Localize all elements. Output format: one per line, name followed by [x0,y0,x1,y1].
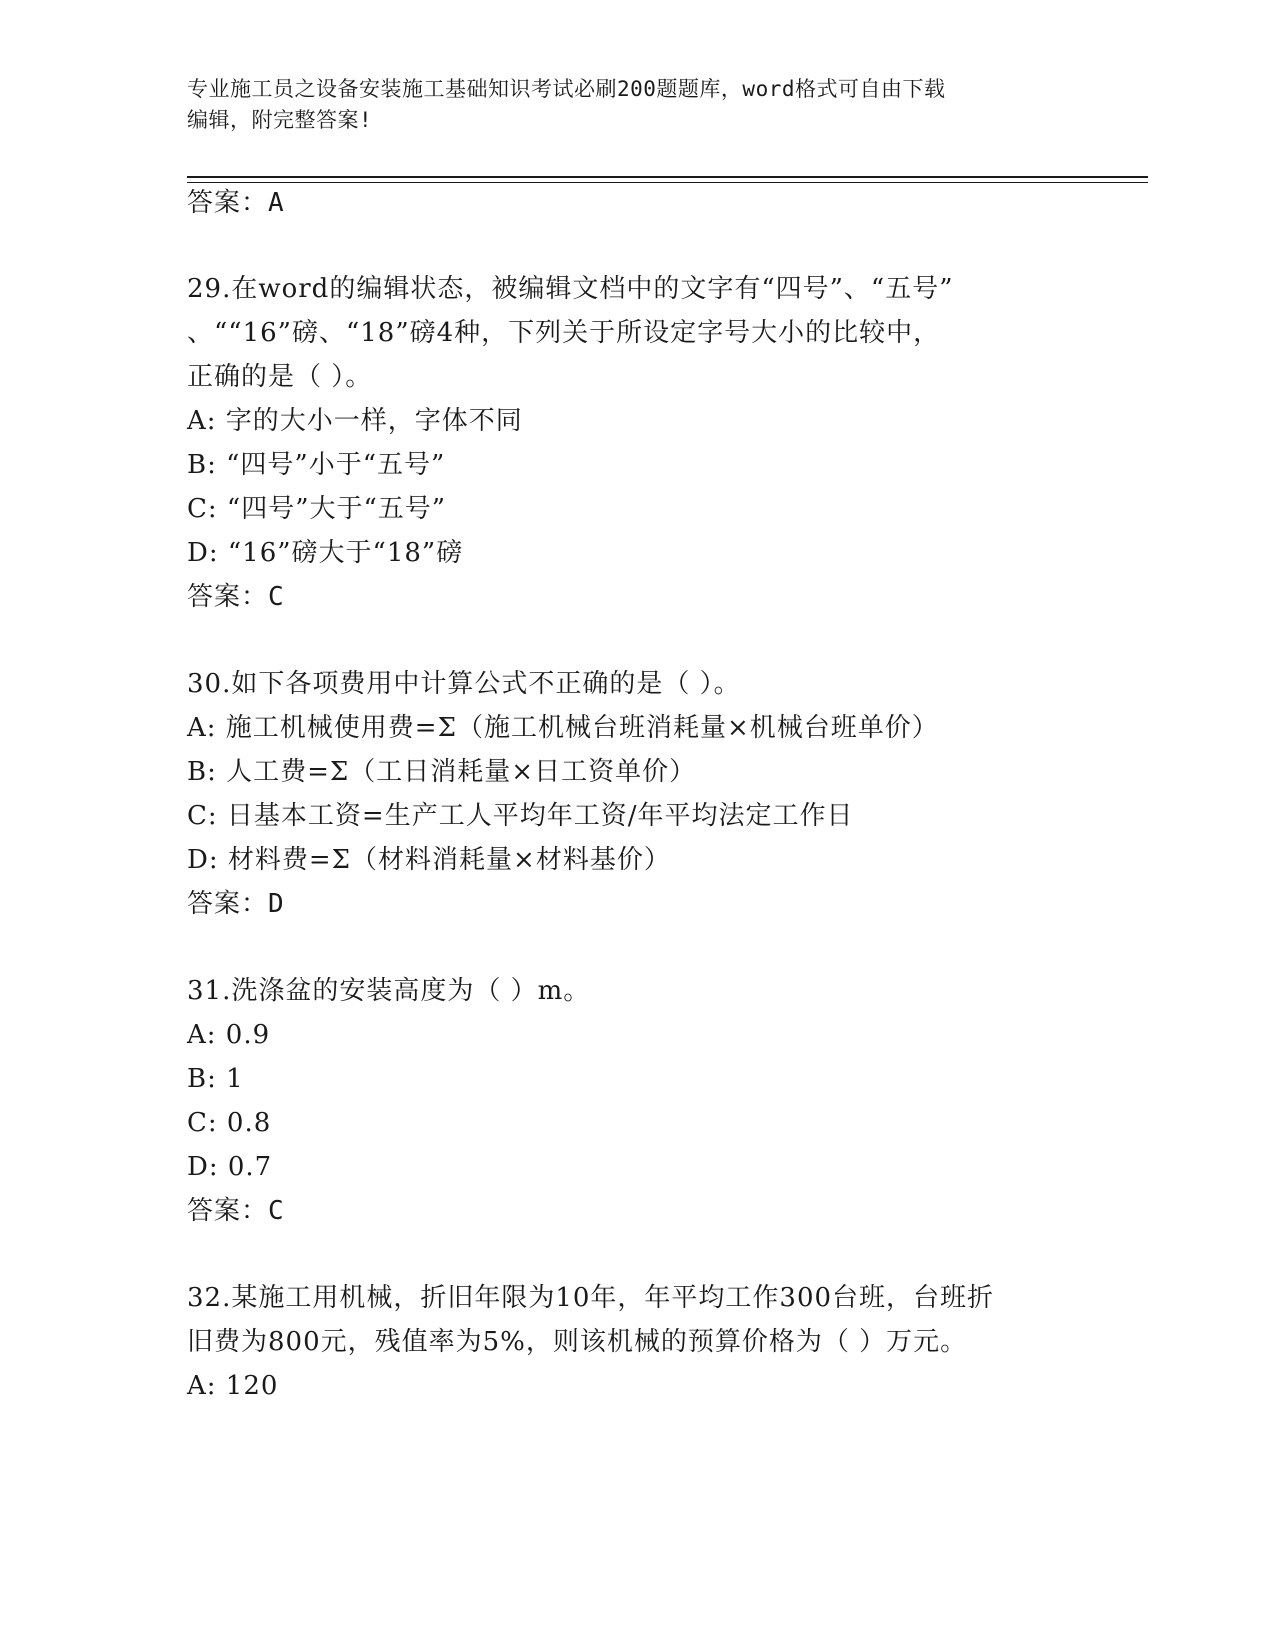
header-rule-thick [187,176,1148,178]
question-text: 、““16”磅、“18”磅4种，下列关于所设定字号大小的比较中， [187,318,941,348]
option-a: A: 施工机械使用费=Σ（施工机械台班消耗量×机械台班单价） [187,713,939,743]
header-line-2: 编辑，附完整答案! [187,108,373,132]
answer-q28: 答案：A [187,188,285,218]
option-d: D: 材料费=Σ（材料消耗量×材料基价） [187,845,671,875]
option-d: D: 0.7 [187,1152,273,1182]
question-text: 旧费为800元，残值率为5%，则该机械的预算价格为（ ）万元。 [187,1327,968,1357]
question-text: 30.如下各项费用中计算公式不正确的是（ ）。 [187,669,741,699]
option-b: B: 1 [187,1064,244,1094]
question-text: 29.在word的编辑状态，被编辑文档中的文字有“四号”、“五号” [187,274,954,304]
option-b: B: 人工费=Σ（工日消耗量×日工资单价） [187,757,697,787]
header-rule-thin [187,182,1148,183]
option-c: C: 日基本工资=生产工人平均年工资/年平均法定工作日 [187,801,854,831]
document-header [187,74,1067,136]
question-text: 正确的是（ ）。 [187,362,373,392]
question-text: 32.某施工用机械，折旧年限为10年，年平均工作300台班，台班折 [187,1283,995,1313]
option-a: A: 字的大小一样，字体不同 [187,406,523,436]
question-text: 31.洗涤盆的安装高度为（ ）m。 [187,976,591,1006]
option-a: A: 0.9 [187,1020,271,1050]
answer-q29: 答案：C [187,582,285,612]
header-line-1: 专业施工员之设备安装施工基础知识考试必刷200题题库，word格式可自由下载 [187,77,946,101]
answer-q31: 答案：C [187,1196,285,1226]
option-c: C: 0.8 [187,1108,272,1138]
option-a: A: 120 [187,1371,279,1401]
option-d: D: “16”磅大于“18”磅 [187,538,464,568]
answer-q30: 答案：D [187,889,285,919]
option-b: B: “四号”小于“五号” [187,450,446,480]
option-c: C: “四号”大于“五号” [187,494,447,524]
